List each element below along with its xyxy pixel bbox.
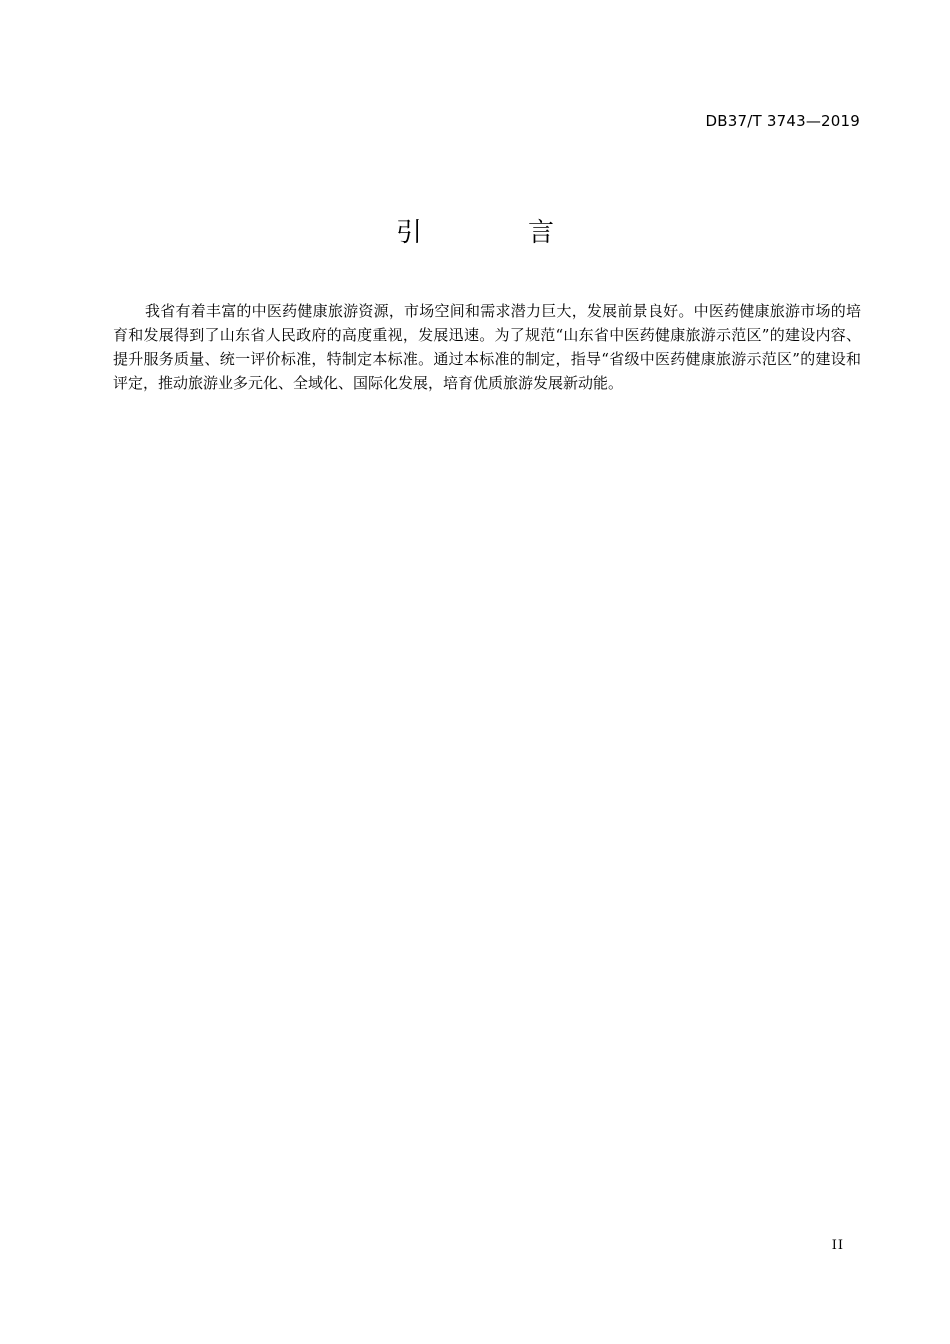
section-title: 引 言 — [395, 218, 594, 248]
page-number: II — [831, 1238, 844, 1253]
standard-number: DB37/T 3743—2019 — [705, 112, 860, 130]
introduction-paragraph: 我省有着丰富的中医药健康旅游资源，市场空间和需求潜力巨大，发展前景良好。中医药健康旅游市场的培育和发展得到了山东省人民政府的高度重视，发展迅速。为了规范“山东省中医药健康旅游示范区”的建设内容、提升服务质量、统一评价标准，特制定本标准。通过本标准的制定，指导“省级中医药健康旅游示范区”的建设和评定，推动旅游业多元化、全域化、国际化发展，培育优质旅游发展新动能。 — [113, 302, 861, 392]
